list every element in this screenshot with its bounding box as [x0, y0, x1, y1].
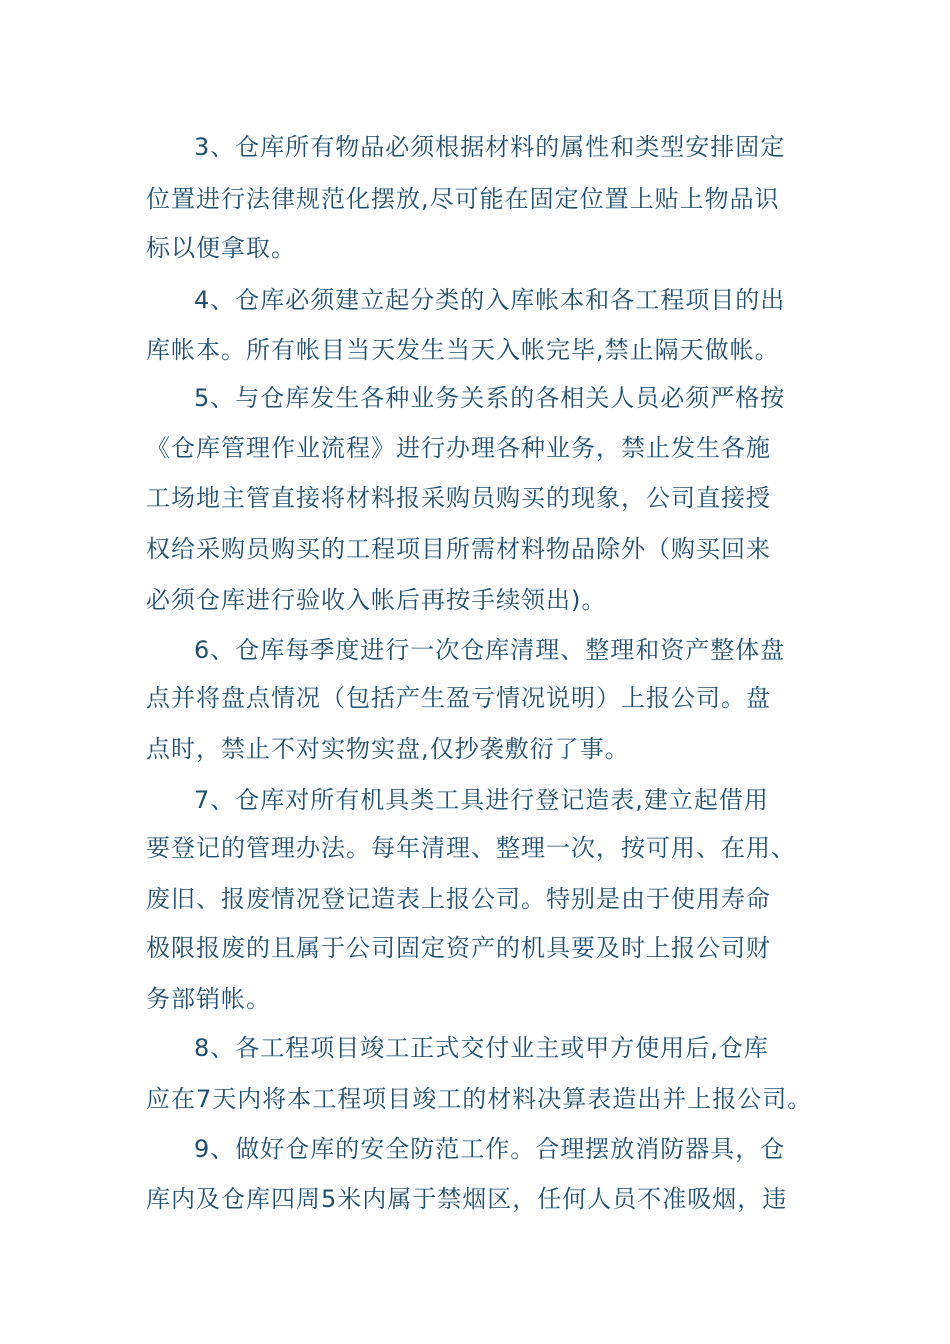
- paragraph-7-line-4: 极限报废的且属于公司固定资产的机具要及时上报公司财: [146, 934, 771, 962]
- paragraph-4-line-1: 4、仓库必须建立起分类的入库帐本和各工程项目的出: [194, 286, 786, 314]
- paragraph-7-line-1: 7、仓库对所有机具类工具进行登记造表,建立起借用: [194, 786, 769, 814]
- paragraph-9-line-2: 库内及仓库四周5米内属于禁烟区，任何人员不准吸烟，违: [146, 1185, 788, 1213]
- paragraph-6-line-1: 6、仓库每季度进行一次仓库清理、整理和资产整体盘: [194, 636, 786, 664]
- paragraph-7-line-2: 要登记的管理办法。每年清理、整理一次，按可用、在用、: [146, 834, 796, 862]
- paragraph-7-line-5: 务部销帐。: [146, 985, 271, 1013]
- paragraph-4-line-2: 库帐本。所有帐目当天发生当天入帐完毕,禁止隔天做帐。: [146, 336, 780, 364]
- paragraph-6-line-2: 点并将盘点情况（包括产生盈亏情况说明）上报公司。盘: [146, 684, 771, 712]
- paragraph-5-line-3: 工场地主管直接将材料报采购员购买的现象，公司直接授: [146, 484, 771, 512]
- paragraph-5-line-5: 必须仓库进行验收入帐后再按手续领出)。: [146, 586, 607, 614]
- paragraph-5-line-1: 5、与仓库发生各种业务关系的各相关人员必须严格按: [194, 384, 786, 412]
- paragraph-9-line-1: 9、做好仓库的安全防范工作。合理摆放消防器具，仓: [194, 1135, 786, 1163]
- paragraph-6-line-3: 点时，禁止不对实物实盘,仅抄袭敷衍了事。: [146, 735, 630, 763]
- paragraph-5-line-2: 《仓库管理作业流程》进行办理各种业务，禁止发生各施: [146, 434, 771, 462]
- paragraph-3-line-2: 位置进行法律规范化摆放,尽可能在固定位置上贴上物品识: [146, 185, 780, 213]
- paragraph-3-line-1: 3、仓库所有物品必须根据材料的属性和类型安排固定: [194, 133, 786, 161]
- paragraph-8-line-1: 8、各工程项目竣工正式交付业主或甲方使用后,仓库: [194, 1034, 769, 1062]
- paragraph-3-line-3: 标以便拿取。: [146, 234, 296, 262]
- paragraph-7-line-3: 废旧、报废情况登记造表上报公司。特别是由于使用寿命: [146, 885, 771, 913]
- paragraph-8-line-2: 应在7天内将本工程项目竣工的材料决算表造出并上报公司。: [146, 1085, 813, 1113]
- paragraph-5-line-4: 权给采购员购买的工程项目所需材料物品除外（购买回来: [146, 535, 771, 563]
